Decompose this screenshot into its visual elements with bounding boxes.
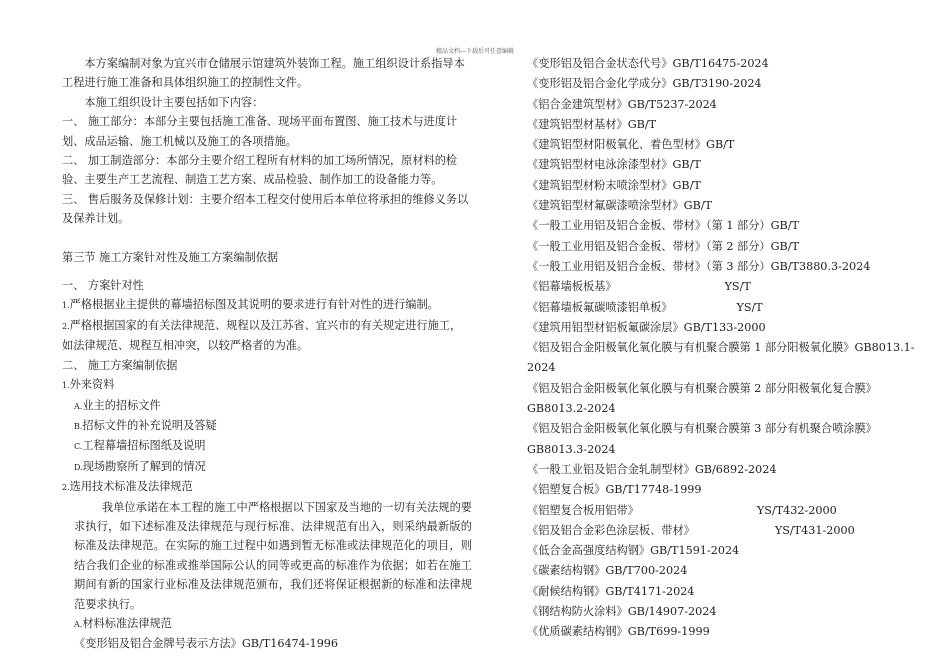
standard-item: 《铝合金建筑型材》GB/T5237-2024: [527, 97, 717, 111]
external-item-b: B.招标文件的补充说明及答疑: [74, 418, 217, 432]
standard-item: 《低合金高强度结构钢》GB/T1591-2024: [527, 544, 740, 558]
section-title: 第三节 施工方案针对性及施工方案编制依据: [62, 250, 279, 264]
standard-item: 《耐候结构钢》GB/T4171-2024: [527, 584, 695, 598]
heading-targeting: 一、 方案针对性: [62, 279, 144, 293]
material-standards-heading: A.材料标准法律规范: [74, 616, 172, 630]
contents-item-construction: 一、 施工部分：本部分主要包括施工准备、现场平面布置图、施工技术与进度计划、成品运输、施工机械以及施工的各项措施。: [62, 115, 458, 148]
item-number: 1.: [62, 381, 70, 391]
standard-item: 《铝幕墙板氟碳喷漆铝单板》 YS/T: [527, 298, 927, 318]
intro-paragraph: 本方案编制对象为宜兴市仓储展示馆建筑外装饰工程。施工组织设计系指导本工程进行施工准备和具体组织施工的控制性文件。: [62, 57, 465, 90]
standard-item: 《建筑用铝型材铝板氟碳涂层》GB/T133-2000: [527, 320, 766, 334]
standard-item: 《铝及铝合金阳极氧化氧化膜与有机聚合膜第 1 部分阳极氧化膜》GB8013.1-2024: [527, 341, 915, 375]
contents-item-manufacturing: 二、 加工制造部分：本部分主要介绍工程所有材料的加工场所情况，原材料的检验、主要生产工艺流程、制造工艺方案、成品检验、制作加工的设备能力等。: [62, 154, 458, 187]
standard-item: 《变形铝及铝合金状态代号》GB/T16475-2024: [527, 57, 769, 70]
standard-item: 《建筑铝型材粉末喷涂型材》GB/T: [527, 178, 701, 192]
right-column: [527, 54, 927, 643]
numbered-item-2: 2.严格根据国家的有关法律规范、规程以及江苏省、宜兴市的有关规定进行施工，如法律规范、规程互相冲突，以较严格者的为准。: [62, 318, 462, 353]
external-item-c: C.工程幕墙招标图纸及说明: [74, 439, 206, 453]
standard-item: 《建筑铝型材电泳涂漆型材》GB/T: [527, 158, 701, 172]
standard-item: 《钢结构防火涂料》GB/14907-2024: [527, 605, 717, 619]
standard-item: 《建筑铝型材氟碳漆喷涂型材》GB/T: [527, 199, 713, 213]
item-letter: B.: [74, 421, 83, 431]
item-letter: D.: [74, 462, 83, 472]
standard-item: 《一般工业铝及铝合金轧制型材》GB/6892-2024: [527, 462, 777, 476]
item-number: 1.: [62, 301, 70, 311]
standard-code: YS/T431-2000: [774, 523, 855, 537]
standard-item: 《铝及铝合金阳极氧化氧化膜与有机聚合膜第 2 部分阳极氧化复合膜》GB8013.2-2024: [527, 381, 877, 416]
standard-item: 《铝及铝合金彩色涂层板、带材》 YS/T431-2000: [527, 521, 927, 541]
left-column: [62, 54, 472, 654]
standard-item: 《铝幕墙板板基》 YS/T: [527, 277, 927, 297]
contents-item-service: 三、 售后服务及保修计划：主要介绍本工程交付使用后本单位将承担的维修义务以及保养计划。: [62, 192, 469, 226]
standard-item: 《变形铝及铝合金牌号表示方法》GB/T16474-1996: [74, 637, 339, 651]
basis-item-2: 2.选用技术标准及法律规范: [62, 480, 193, 494]
external-item-d: D.现场勘察所了解到的情况: [74, 459, 206, 473]
standard-item: 《建筑铝型材阳极氧化、着色型材》GB/T: [527, 138, 735, 152]
heading-basis: 二、 施工方案编制依据: [62, 358, 178, 372]
standard-item: 《一般工业用铝及铝合金板、带材》（第 3 部分）GB/T3880.3-2024: [527, 259, 871, 273]
standard-code: YS/T: [724, 280, 751, 294]
standard-item: 《铝及铝合金阳极氧化氧化膜与有机聚合膜第 3 部分有机聚合喷涂膜》GB8013.3-2024: [527, 422, 877, 456]
standard-code: YS/T: [736, 300, 763, 314]
standard-item: 《一般工业用铝及铝合金板、带材》（第 1 部分）GB/T: [527, 219, 799, 233]
page-header-note: 精品文档---下载后可任意编辑: [435, 48, 515, 55]
item-letter: A.: [74, 401, 83, 411]
item-letter: C.: [74, 442, 83, 452]
standard-code: YS/T432-2000: [756, 503, 837, 517]
standard-item: 《变形铝及铝合金化学成分》GB/T3190-2024: [527, 77, 762, 91]
numbered-item-1: 1.严格根据业主提供的幕墙招标图及其说明的要求进行有针对性的进行编制。: [62, 298, 439, 312]
standard-item: 《铝塑复合板》GB/T17748-1999: [527, 483, 702, 497]
commitment-paragraph: 我单位承诺在本工程的施工中严格根据以下国家及当地的一切有关法规的要求执行，如下述标准及法律规范与现行标准、法律规范有出入，则采纳最新版的标准及法律规范。在实际的施工过程中如遇到暂无标准或法律规范化的项目，则结合我们企业的标准或推举国际公认的同等或更高的标准作为依据；如若在施工期间有新的国家行业标准及法律规范颁布，我们还将保证根据新的标准和法律规范要求执行。: [74, 500, 472, 611]
standard-item: 《一般工业用铝及铝合金板、带材》（第 2 部分）GB/T: [527, 239, 799, 253]
item-letter: A.: [74, 619, 83, 629]
standard-item: 《优质碳素结构钢》GB/T699-1999: [527, 625, 710, 639]
external-item-a: A.业主的招标文件: [74, 398, 161, 412]
standard-item: 《建筑铝型材基材》GB/T: [527, 117, 657, 131]
standard-item: 《铝塑复合板用铝带》 YS/T432-2000: [527, 501, 927, 521]
standard-item: 《碳素结构钢》GB/T700-2024: [527, 564, 688, 578]
item-number: 2.: [62, 321, 70, 331]
basis-item-1: 1.外来资料: [62, 378, 115, 392]
contents-intro: 本施工组织设计主要包括如下内容：: [84, 95, 264, 109]
item-number: 2.: [62, 483, 70, 493]
